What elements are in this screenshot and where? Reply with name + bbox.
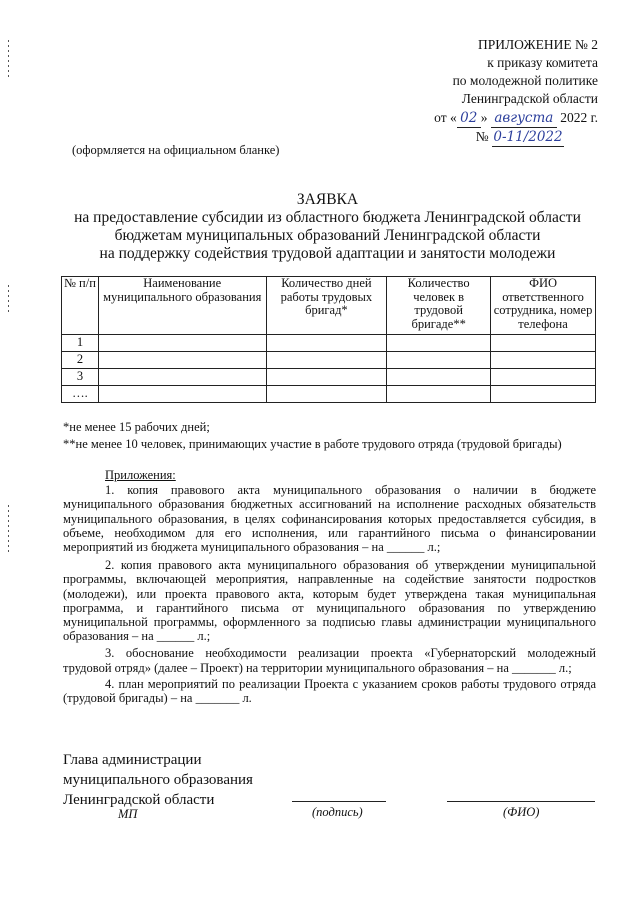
table-header-row [62, 277, 596, 335]
header-people-count: Количество человек в трудовой бригаде** [387, 277, 491, 335]
title-main: ЗАЯВКА [296, 191, 359, 208]
order-line-1: к приказу комитета [487, 55, 598, 70]
table-cell[interactable] [491, 386, 596, 403]
date-month: августа [491, 109, 557, 128]
appendix-number: ПРИЛОЖЕНИЕ № 2 [477, 37, 598, 52]
table-cell[interactable] [266, 386, 387, 403]
order-number-value: 0-11/2022 [493, 129, 563, 145]
attachment-item-4: 4. план мероприятий по реализации Проекта с указанием сроков работы трудового отряда (трудовой бригады) – на _______ л. [63, 676, 596, 706]
header-number: № п/п [62, 277, 99, 335]
order-number: № 0-11/2022 [475, 129, 563, 145]
table-row [62, 386, 596, 403]
date-year: 2022 г. [560, 110, 598, 125]
order-line-2: по молодежной политике [452, 73, 598, 88]
stamp-label: МП [118, 807, 138, 821]
fio-line [447, 801, 595, 802]
appendix-header [434, 36, 598, 147]
scan-edge-mark [8, 505, 9, 555]
date-day: 02 [457, 109, 481, 128]
attachment-item-3: 3. обоснование необходимости реализации проекта «Губернаторский молодежный трудовой отряд» (далее – Проект) на территории муниципального образования – на _______ л.; [63, 646, 596, 675]
footnotes [63, 420, 608, 451]
scan-edge-mark [8, 40, 9, 80]
row-number: 3 [62, 369, 99, 386]
table-cell[interactable] [98, 386, 266, 403]
title-line-3: на поддержку содействия трудовой адаптации и занятости молодежи [99, 245, 556, 262]
application-title [40, 191, 615, 263]
table-cell[interactable] [266, 369, 387, 386]
signature-title-1: Глава администрации [63, 752, 202, 768]
fio-caption: (ФИО) [503, 805, 540, 819]
signature-title-2: муниципального образования [63, 772, 253, 788]
table-cell[interactable] [387, 352, 491, 369]
table-cell[interactable] [387, 335, 491, 352]
signature-caption: (подпись) [312, 805, 363, 819]
table-cell[interactable] [266, 335, 387, 352]
order-date: от « 02 » августа 2022 г. [434, 110, 598, 126]
header-municipality: Наименование муниципального образования [98, 277, 266, 335]
table-cell[interactable] [98, 352, 266, 369]
attachment-item-2: 2. копия правового акта муниципального образования об утверждении муниципальной программы, включающей мероприятия, направленные на содействие занятости подростков (молодежи), или проекта правового акта, которым будет утверждена такая муниципальная программа, и гарантийного письма от муниципального образования по утверждению муниципальной программы, оформленного за подписью главы администрации муниципального образования – на ______ л.; [63, 558, 596, 644]
table-cell[interactable] [98, 369, 266, 386]
footnote-2: **не менее 10 человек, принимающих участие в работе трудового отряда (трудовой бригады) [63, 437, 562, 452]
table-row [62, 369, 596, 386]
header-work-days: Количество дней работы трудовых бригад* [266, 277, 387, 335]
application-table [61, 276, 596, 403]
header-responsible-person: ФИО ответственного сотрудника, номер телефона [491, 277, 596, 335]
title-line-2: бюджетам муниципальных образований Ленинградской области [114, 227, 541, 244]
signature-title-3: Ленинградской области [63, 792, 215, 808]
blank-note: (оформляется на официальном бланке) [72, 143, 280, 157]
order-line-3: Ленинградской области [461, 91, 598, 106]
signature-line [292, 801, 386, 802]
table-cell[interactable] [491, 369, 596, 386]
row-number: 1 [62, 335, 99, 352]
table-cell[interactable] [266, 352, 387, 369]
table-cell[interactable] [387, 386, 491, 403]
attachment-item-1: 1. копия правового акта муниципального образования о наличии в бюджете муниципального образования бюджетных ассигнований на исполнение расходных обязательств муниципального образования, в целях софинансирования которых предоставляется субсидия, в объеме, необходимом для его исполнения, или гарантийного письма о финансировании мероприятий из бюджета муниципального образования – на ______ л.; [63, 483, 596, 555]
row-number: 2 [62, 352, 99, 369]
attachments [63, 468, 596, 705]
signature-block [63, 750, 253, 810]
table-cell[interactable] [387, 369, 491, 386]
attachments-heading: Приложения: [105, 468, 176, 482]
table-cell[interactable] [491, 352, 596, 369]
footnote-1: *не менее 15 рабочих дней; [63, 420, 210, 434]
title-line-1: на предоставление субсидии из областного бюджета Ленинградской области [74, 209, 581, 226]
table-cell[interactable] [491, 335, 596, 352]
row-number: …. [62, 386, 99, 403]
table-row [62, 352, 596, 369]
scan-edge-mark [8, 285, 9, 315]
table-row [62, 335, 596, 352]
table-cell[interactable] [98, 335, 266, 352]
